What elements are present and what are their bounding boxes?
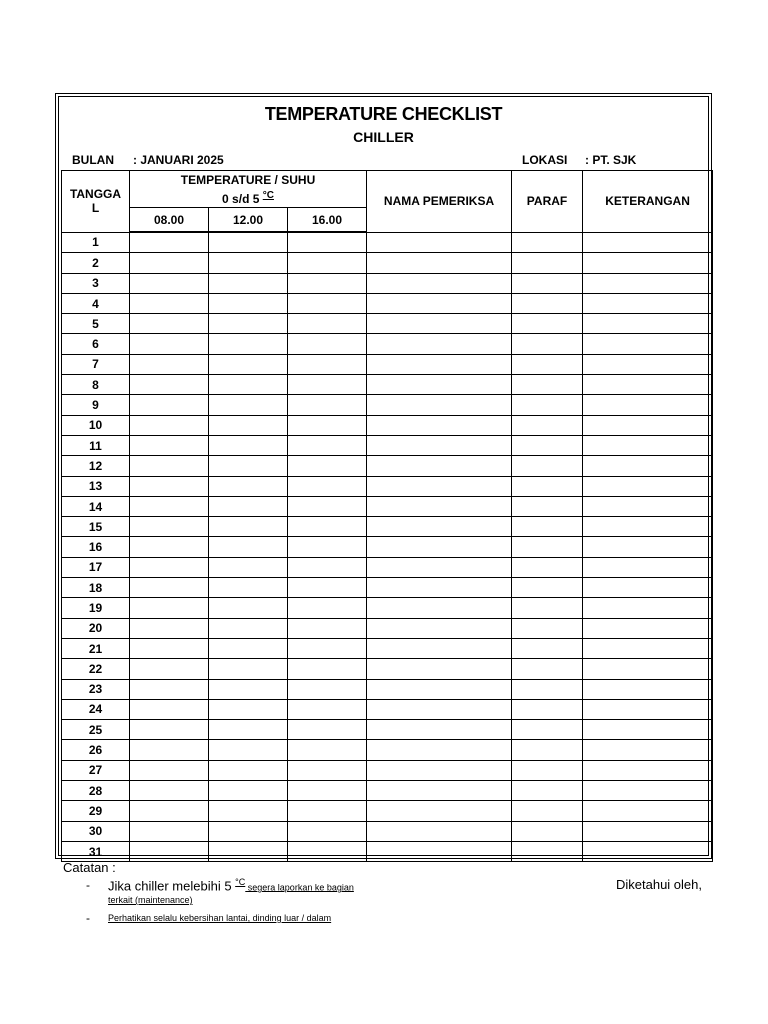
nama-pemeriksa-cell[interactable] <box>367 537 512 557</box>
day-number: 1 <box>62 232 130 253</box>
paraf-cell[interactable] <box>512 354 583 374</box>
table-row <box>62 415 713 435</box>
paraf-cell[interactable] <box>512 598 583 618</box>
checklist-inner-border <box>58 96 709 859</box>
day-number: 2 <box>62 253 130 273</box>
paraf-cell[interactable] <box>512 781 583 801</box>
keterangan-cell[interactable] <box>583 517 713 537</box>
keterangan-cell[interactable] <box>583 496 713 516</box>
temp-1200-cell[interactable] <box>209 456 288 476</box>
day-number: 3 <box>62 273 130 293</box>
table-row <box>62 334 713 354</box>
temp-1200-cell[interactable] <box>209 801 288 821</box>
table-row <box>62 699 713 719</box>
day-number: 7 <box>62 354 130 374</box>
temp-1600-cell[interactable] <box>288 659 367 679</box>
nama-pemeriksa-cell[interactable] <box>367 821 512 841</box>
temp-1200-cell[interactable] <box>209 232 288 253</box>
document-subtitle: CHILLER <box>353 129 414 145</box>
day-number: 31 <box>62 841 130 861</box>
temp-1600-cell[interactable] <box>288 760 367 780</box>
nama-pemeriksa-cell[interactable] <box>367 232 512 253</box>
nama-pemeriksa-cell[interactable] <box>367 720 512 740</box>
temp-1600-cell[interactable] <box>288 314 367 334</box>
table-row <box>62 598 713 618</box>
table-row <box>62 232 713 253</box>
temp-1200-cell[interactable] <box>209 517 288 537</box>
paraf-cell[interactable] <box>512 273 583 293</box>
nama-pemeriksa-cell[interactable] <box>367 699 512 719</box>
table-row <box>62 740 713 760</box>
nama-pemeriksa-cell[interactable] <box>367 638 512 658</box>
header-tanggal-line1: TANGGA <box>69 187 122 202</box>
table-row <box>62 760 713 780</box>
temp-1200-cell[interactable] <box>209 740 288 760</box>
nama-pemeriksa-cell[interactable] <box>367 679 512 699</box>
checklist-table <box>61 170 713 862</box>
temp-0800-cell[interactable] <box>130 456 209 476</box>
paraf-cell[interactable] <box>512 821 583 841</box>
paraf-cell[interactable] <box>512 334 583 354</box>
temp-1200-cell[interactable] <box>209 537 288 557</box>
temp-1600-cell[interactable] <box>288 232 367 253</box>
temp-1600-cell[interactable] <box>288 354 367 374</box>
paraf-cell[interactable] <box>512 456 583 476</box>
paraf-cell[interactable] <box>512 740 583 760</box>
paraf-cell[interactable] <box>512 699 583 719</box>
paraf-cell[interactable] <box>512 841 583 861</box>
day-number: 26 <box>62 740 130 760</box>
nama-pemeriksa-cell[interactable] <box>367 253 512 273</box>
paraf-cell[interactable] <box>512 760 583 780</box>
temp-0800-cell[interactable] <box>130 354 209 374</box>
temp-0800-cell[interactable] <box>130 314 209 334</box>
temp-0800-cell[interactable] <box>130 537 209 557</box>
table-row <box>62 395 713 415</box>
table-row <box>62 679 713 699</box>
header-nama-pemeriksa: NAMA PEMERIKSA <box>367 171 512 233</box>
temp-0800-cell[interactable] <box>130 557 209 577</box>
temp-0800-cell[interactable] <box>130 781 209 801</box>
temp-0800-cell[interactable] <box>130 699 209 719</box>
paraf-cell[interactable] <box>512 496 583 516</box>
temp-1600-cell[interactable] <box>288 537 367 557</box>
day-number: 27 <box>62 760 130 780</box>
temp-1600-cell[interactable] <box>288 496 367 516</box>
day-number: 28 <box>62 781 130 801</box>
temp-1200-cell[interactable] <box>209 598 288 618</box>
nama-pemeriksa-cell[interactable] <box>367 314 512 334</box>
day-number: 20 <box>62 618 130 638</box>
paraf-cell[interactable] <box>512 638 583 658</box>
temp-0800-cell[interactable] <box>130 232 209 253</box>
temp-0800-cell[interactable] <box>130 253 209 273</box>
temp-0800-cell[interactable] <box>130 334 209 354</box>
keterangan-cell[interactable] <box>583 253 713 273</box>
table-row <box>62 375 713 395</box>
lokasi-label: LOKASI <box>522 153 568 167</box>
header-time-1: 12.00 <box>209 208 288 233</box>
day-number: 29 <box>62 801 130 821</box>
nama-pemeriksa-cell[interactable] <box>367 598 512 618</box>
temp-0800-cell[interactable] <box>130 375 209 395</box>
day-number: 25 <box>62 720 130 740</box>
day-number: 24 <box>62 699 130 719</box>
paraf-cell[interactable] <box>512 476 583 496</box>
temp-1600-cell[interactable] <box>288 415 367 435</box>
keterangan-cell[interactable] <box>583 375 713 395</box>
keterangan-cell[interactable] <box>583 456 713 476</box>
keterangan-cell[interactable] <box>583 841 713 861</box>
day-number: 8 <box>62 375 130 395</box>
paraf-cell[interactable] <box>512 679 583 699</box>
paraf-cell[interactable] <box>512 801 583 821</box>
temp-1600-cell[interactable] <box>288 273 367 293</box>
paraf-cell[interactable] <box>512 375 583 395</box>
temp-1200-cell[interactable] <box>209 841 288 861</box>
temp-1200-cell[interactable] <box>209 375 288 395</box>
temp-1600-cell[interactable] <box>288 638 367 658</box>
nama-pemeriksa-cell[interactable] <box>367 578 512 598</box>
nama-pemeriksa-cell[interactable] <box>367 557 512 577</box>
document-title: TEMPERATURE CHECKLIST <box>264 104 503 124</box>
day-number: 15 <box>62 517 130 537</box>
paraf-cell[interactable] <box>512 232 583 253</box>
keterangan-cell[interactable] <box>583 760 713 780</box>
keterangan-cell[interactable] <box>583 781 713 801</box>
keterangan-cell[interactable] <box>583 659 713 679</box>
temp-1200-cell[interactable] <box>209 496 288 516</box>
note1-main: Jika chiller melebihi 5 <box>108 878 236 894</box>
temp-1200-cell[interactable] <box>209 557 288 577</box>
temp-0800-cell[interactable] <box>130 720 209 740</box>
temp-1200-cell[interactable] <box>209 293 288 313</box>
temp-1600-cell[interactable] <box>288 253 367 273</box>
temp-1200-cell[interactable] <box>209 476 288 496</box>
temp-1600-cell[interactable] <box>288 821 367 841</box>
temp-1200-cell[interactable] <box>209 354 288 374</box>
day-number: 11 <box>62 435 130 455</box>
day-number: 10 <box>62 415 130 435</box>
temp-1200-cell[interactable] <box>209 679 288 699</box>
day-number: 9 <box>62 395 130 415</box>
table-row <box>62 293 713 313</box>
nama-pemeriksa-cell[interactable] <box>367 273 512 293</box>
header-temperature <box>130 171 367 208</box>
header-tanggal <box>62 171 130 233</box>
table-row <box>62 354 713 374</box>
nama-pemeriksa-cell[interactable] <box>367 801 512 821</box>
keterangan-cell[interactable] <box>583 476 713 496</box>
temp-1600-cell[interactable] <box>288 841 367 861</box>
temp-1200-cell[interactable] <box>209 395 288 415</box>
temp-0800-cell[interactable] <box>130 517 209 537</box>
temp-0800-cell[interactable] <box>130 496 209 516</box>
keterangan-cell[interactable] <box>583 740 713 760</box>
nama-pemeriksa-cell[interactable] <box>367 841 512 861</box>
table-row <box>62 273 713 293</box>
table-row <box>62 435 713 455</box>
temp-0800-cell[interactable] <box>130 638 209 658</box>
keterangan-cell[interactable] <box>583 720 713 740</box>
day-number: 21 <box>62 638 130 658</box>
keterangan-cell[interactable] <box>583 395 713 415</box>
temp-1600-cell[interactable] <box>288 801 367 821</box>
nama-pemeriksa-cell[interactable] <box>367 760 512 780</box>
nama-pemeriksa-cell[interactable] <box>367 618 512 638</box>
temp-1600-cell[interactable] <box>288 720 367 740</box>
table-row <box>62 496 713 516</box>
table-row <box>62 821 713 841</box>
nama-pemeriksa-cell[interactable] <box>367 517 512 537</box>
catatan-label: Catatan : <box>63 860 116 875</box>
temp-0800-cell[interactable] <box>130 760 209 780</box>
table-row <box>62 557 713 577</box>
diketahui-oleh: Diketahui oleh, <box>616 877 702 892</box>
day-number: 23 <box>62 679 130 699</box>
temp-1200-cell[interactable] <box>209 760 288 780</box>
temp-1600-cell[interactable] <box>288 395 367 415</box>
day-number: 19 <box>62 598 130 618</box>
table-row <box>62 801 713 821</box>
temp-1600-cell[interactable] <box>288 456 367 476</box>
nama-pemeriksa-cell[interactable] <box>367 375 512 395</box>
temp-1600-cell[interactable] <box>288 375 367 395</box>
table-row <box>62 314 713 334</box>
paraf-cell[interactable] <box>512 720 583 740</box>
nama-pemeriksa-cell[interactable] <box>367 293 512 313</box>
nama-pemeriksa-cell[interactable] <box>367 781 512 801</box>
table-row <box>62 659 713 679</box>
note1 <box>108 877 354 893</box>
temp-1200-cell[interactable] <box>209 435 288 455</box>
keterangan-cell[interactable] <box>583 273 713 293</box>
keterangan-cell[interactable] <box>583 679 713 699</box>
temp-0800-cell[interactable] <box>130 618 209 638</box>
temp-0800-cell[interactable] <box>130 578 209 598</box>
temp-0800-cell[interactable] <box>130 659 209 679</box>
temp-1200-cell[interactable] <box>209 720 288 740</box>
temp-1600-cell[interactable] <box>288 334 367 354</box>
temp-1600-cell[interactable] <box>288 578 367 598</box>
keterangan-cell[interactable] <box>583 435 713 455</box>
temp-1200-cell[interactable] <box>209 253 288 273</box>
day-number: 6 <box>62 334 130 354</box>
keterangan-cell[interactable] <box>583 578 713 598</box>
paraf-cell[interactable] <box>512 415 583 435</box>
temp-0800-cell[interactable] <box>130 435 209 455</box>
note1-continuation: terkait (maintenance) <box>108 895 193 905</box>
day-number: 12 <box>62 456 130 476</box>
temp-1600-cell[interactable] <box>288 293 367 313</box>
temp-1200-cell[interactable] <box>209 334 288 354</box>
table-row <box>62 720 713 740</box>
header-time-2: 16.00 <box>288 208 367 233</box>
keterangan-cell[interactable] <box>583 638 713 658</box>
table-row <box>62 781 713 801</box>
temp-1600-cell[interactable] <box>288 699 367 719</box>
header-temperature-line1: TEMPERATURE / SUHU <box>180 172 316 187</box>
celsius-unit: °C <box>262 189 274 201</box>
temp-0800-cell[interactable] <box>130 740 209 760</box>
nama-pemeriksa-cell[interactable] <box>367 456 512 476</box>
temp-1600-cell[interactable] <box>288 740 367 760</box>
day-number: 14 <box>62 496 130 516</box>
keterangan-cell[interactable] <box>583 801 713 821</box>
day-number: 5 <box>62 314 130 334</box>
paraf-cell[interactable] <box>512 435 583 455</box>
paraf-cell[interactable] <box>512 253 583 273</box>
keterangan-cell[interactable] <box>583 821 713 841</box>
keterangan-cell[interactable] <box>583 557 713 577</box>
note2: Perhatikan selalu kebersihan lantai, dinding luar / dalam <box>108 913 332 923</box>
bulan-label: BULAN <box>72 153 114 167</box>
table-row <box>62 841 713 861</box>
temp-1200-cell[interactable] <box>209 781 288 801</box>
temp-0800-cell[interactable] <box>130 679 209 699</box>
day-number: 18 <box>62 578 130 598</box>
paraf-cell[interactable] <box>512 314 583 334</box>
nama-pemeriksa-cell[interactable] <box>367 740 512 760</box>
table-row <box>62 537 713 557</box>
note1-unit: °C <box>235 877 246 887</box>
paraf-cell[interactable] <box>512 557 583 577</box>
nama-pemeriksa-cell[interactable] <box>367 395 512 415</box>
paraf-cell[interactable] <box>512 618 583 638</box>
nama-pemeriksa-cell[interactable] <box>367 435 512 455</box>
paraf-cell[interactable] <box>512 395 583 415</box>
temp-0800-cell[interactable] <box>130 841 209 861</box>
keterangan-cell[interactable] <box>583 699 713 719</box>
temp-1200-cell[interactable] <box>209 659 288 679</box>
temp-0800-cell[interactable] <box>130 598 209 618</box>
temp-1200-cell[interactable] <box>209 578 288 598</box>
table-row <box>62 638 713 658</box>
temp-0800-cell[interactable] <box>130 415 209 435</box>
day-number: 22 <box>62 659 130 679</box>
temp-1600-cell[interactable] <box>288 618 367 638</box>
temp-1200-cell[interactable] <box>209 415 288 435</box>
day-number: 4 <box>62 293 130 313</box>
temp-0800-cell[interactable] <box>130 821 209 841</box>
paraf-cell[interactable] <box>512 578 583 598</box>
temp-1600-cell[interactable] <box>288 517 367 537</box>
lokasi-value: : PT. SJK <box>585 153 637 167</box>
temp-0800-cell[interactable] <box>130 801 209 821</box>
temp-0800-cell[interactable] <box>130 293 209 313</box>
day-number: 13 <box>62 476 130 496</box>
keterangan-cell[interactable] <box>583 537 713 557</box>
nama-pemeriksa-cell[interactable] <box>367 415 512 435</box>
temp-0800-cell[interactable] <box>130 476 209 496</box>
keterangan-cell[interactable] <box>583 232 713 253</box>
header-temperature-line2: 0 s/d 5 <box>222 191 263 206</box>
keterangan-cell[interactable] <box>583 354 713 374</box>
temp-1600-cell[interactable] <box>288 435 367 455</box>
table-row <box>62 618 713 638</box>
nama-pemeriksa-cell[interactable] <box>367 476 512 496</box>
table-row <box>62 578 713 598</box>
temp-1600-cell[interactable] <box>288 598 367 618</box>
temp-1200-cell[interactable] <box>209 638 288 658</box>
table-row <box>62 253 713 273</box>
header-time-0: 08.00 <box>130 208 209 233</box>
temp-0800-cell[interactable] <box>130 395 209 415</box>
paraf-cell[interactable] <box>512 659 583 679</box>
day-number: 30 <box>62 821 130 841</box>
header-tanggal-line2: L <box>91 201 100 216</box>
paraf-cell[interactable] <box>512 293 583 313</box>
keterangan-cell[interactable] <box>583 415 713 435</box>
checklist-sheet <box>55 93 712 859</box>
temp-0800-cell[interactable] <box>130 273 209 293</box>
keterangan-cell[interactable] <box>583 598 713 618</box>
header-keterangan: KETERANGAN <box>583 171 713 233</box>
nama-pemeriksa-cell[interactable] <box>367 659 512 679</box>
nama-pemeriksa-cell[interactable] <box>367 496 512 516</box>
keterangan-cell[interactable] <box>583 314 713 334</box>
temp-1200-cell[interactable] <box>209 821 288 841</box>
temp-1200-cell[interactable] <box>209 314 288 334</box>
note1-bullet: - <box>86 878 90 892</box>
table-row <box>62 456 713 476</box>
keterangan-cell[interactable] <box>583 293 713 313</box>
header-paraf: PARAF <box>512 171 583 233</box>
table-row <box>62 476 713 496</box>
temp-1600-cell[interactable] <box>288 781 367 801</box>
table-row <box>62 517 713 537</box>
note2-bullet: - <box>86 911 90 925</box>
paraf-cell[interactable] <box>512 517 583 537</box>
day-number: 17 <box>62 557 130 577</box>
temp-1600-cell[interactable] <box>288 679 367 699</box>
nama-pemeriksa-cell[interactable] <box>367 334 512 354</box>
temp-1200-cell[interactable] <box>209 273 288 293</box>
nama-pemeriksa-cell[interactable] <box>367 354 512 374</box>
temp-1200-cell[interactable] <box>209 699 288 719</box>
temp-1600-cell[interactable] <box>288 557 367 577</box>
note1-tail: segera laporkan ke bagian <box>245 882 354 893</box>
keterangan-cell[interactable] <box>583 618 713 638</box>
bulan-value: : JANUARI 2025 <box>133 153 224 167</box>
temp-1200-cell[interactable] <box>209 618 288 638</box>
paraf-cell[interactable] <box>512 537 583 557</box>
keterangan-cell[interactable] <box>583 334 713 354</box>
temp-1600-cell[interactable] <box>288 476 367 496</box>
day-number: 16 <box>62 537 130 557</box>
